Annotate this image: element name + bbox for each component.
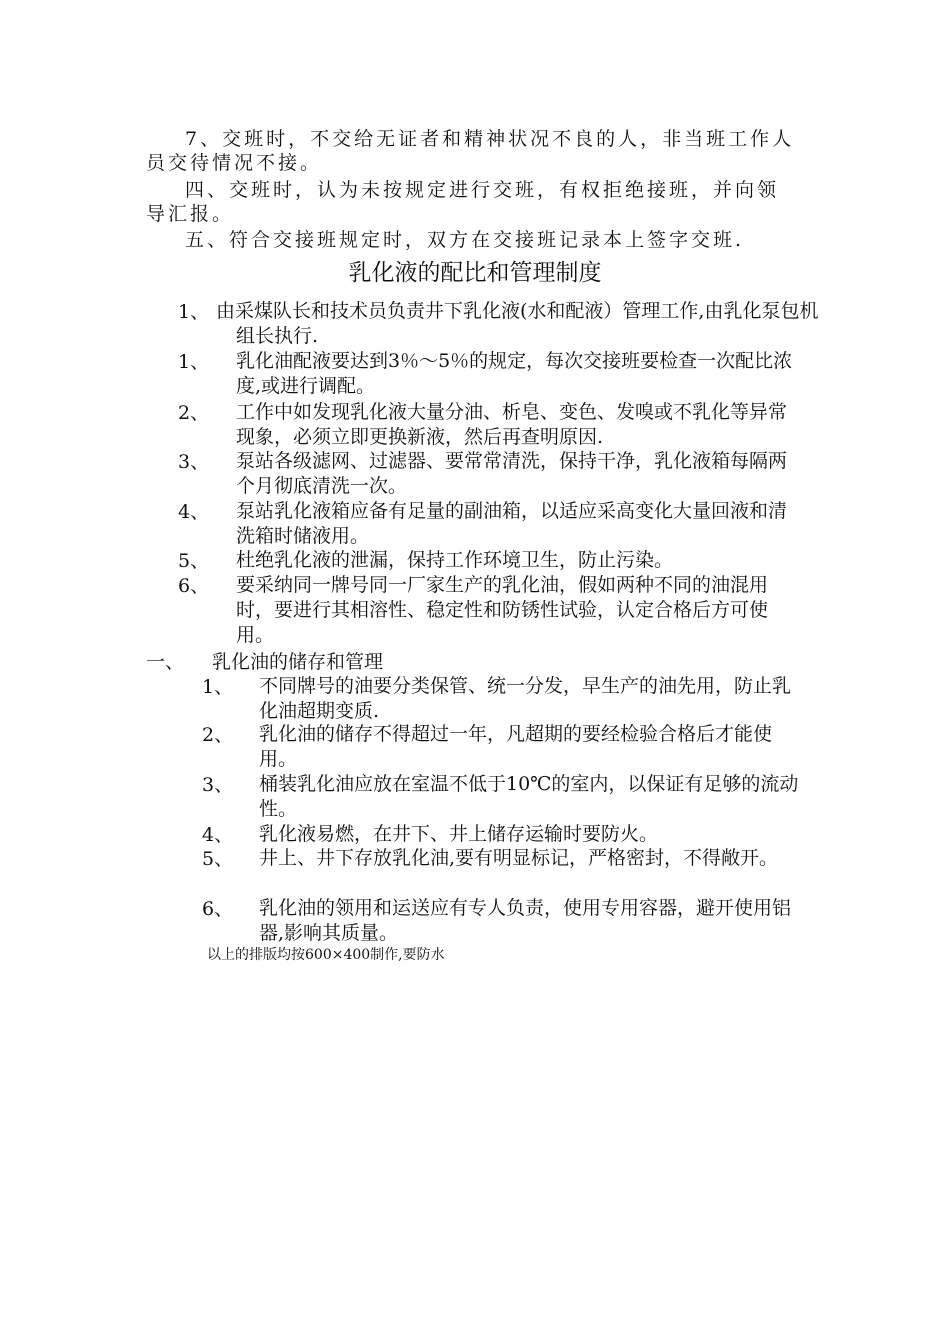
list-item-number: 2、: [178, 402, 210, 424]
intro-line-4: 导汇报。: [146, 203, 235, 225]
list-item-text: 乳化液易燃，在井下、井上储存运输时要防火。: [259, 823, 659, 845]
list-item-text: 桶装乳化油应放在室温不低于10℃的室内，以保证有足够的流动性。: [259, 773, 799, 820]
intro-line-3: 四、交班时，认为未按规定进行交班，有权拒绝接班，并向领: [185, 179, 780, 201]
list-item-number: 1、: [202, 676, 234, 698]
list-item-number: 5、: [202, 848, 234, 870]
section-heading: 乳化油的储存和管理: [212, 651, 384, 673]
list-item-number: 3、: [202, 774, 234, 796]
list-item-number: 4、: [202, 824, 234, 846]
list-item-number: 1、: [178, 351, 210, 373]
intro-line-5: 五、符合交接班规定时，双方在交接班记录本上签字交班.: [185, 229, 745, 251]
list-item-text: 乳化油的领用和运送应有专人负责，使用专用容器，避开使用铝器,影响其质量。: [259, 897, 792, 944]
list-item-text: 由采煤队长和技术员负责井下乳化液(水和配液）管理工作,由乳化泵包机组长执行.: [216, 300, 819, 347]
list-item-text: 泵站乳化液箱应备有足量的副油箱，以适应采高变化大量回液和清洗箱时储液用。: [236, 500, 788, 547]
list-item-text: 泵站各级滤网、过滤器、要常常清洗，保持干净，乳化液箱每隔两个月彻底清洗一次。: [236, 450, 788, 497]
list-item-text: 工作中如发现乳化液大量分油、析皂、变色、发嗅或不乳化等异常现象，必须立即更换新液，然后再查明原因.: [236, 401, 788, 448]
list-item-text: 要采纳同一牌号同一厂家生产的乳化油，假如两种不同的油混用时，要进行其相溶性、稳定性和防锈性试验，认定合格后方可使用。: [236, 574, 769, 646]
list-item-number: 6、: [178, 575, 210, 597]
list-item-number: 2、: [202, 724, 234, 746]
intro-line-2: 员交待情况不接。: [146, 152, 323, 174]
list-item-number: 5、: [178, 550, 210, 572]
list-item-number: 6、: [202, 898, 234, 920]
list-item-text: 杜绝乳化液的泄漏，保持工作环境卫生，防止污染。: [236, 549, 674, 571]
list-item-number: 4、: [178, 501, 210, 523]
list-item-text: 乳化油配液要达到3％～5％的规定，每次交接班要检查一次配比浓度,或进行调配。: [236, 350, 793, 397]
intro-line-1: 7、交班时，不交给无证者和精神状况不良的人，非当班工作人: [185, 128, 795, 150]
list-item-number: 3、: [178, 451, 210, 473]
section-number: 一、: [146, 651, 185, 673]
list-item-text: 乳化油的储存不得超过一年，凡超期的要经检验合格后才能使用。: [259, 723, 773, 770]
footer-note: 以上的排版均按600×400制作,要防水: [207, 947, 445, 963]
list-item-text: 不同牌号的油要分类保管、统一分发，早生产的油先用，防止乳化油超期变质.: [259, 675, 792, 722]
section-title: 乳化液的配比和管理制度: [348, 260, 602, 286]
list-item-text: 井上、井下存放乳化油,要有明显标记，严格密封，不得敞开。: [259, 847, 779, 869]
list-item-number: 1、: [178, 301, 210, 323]
